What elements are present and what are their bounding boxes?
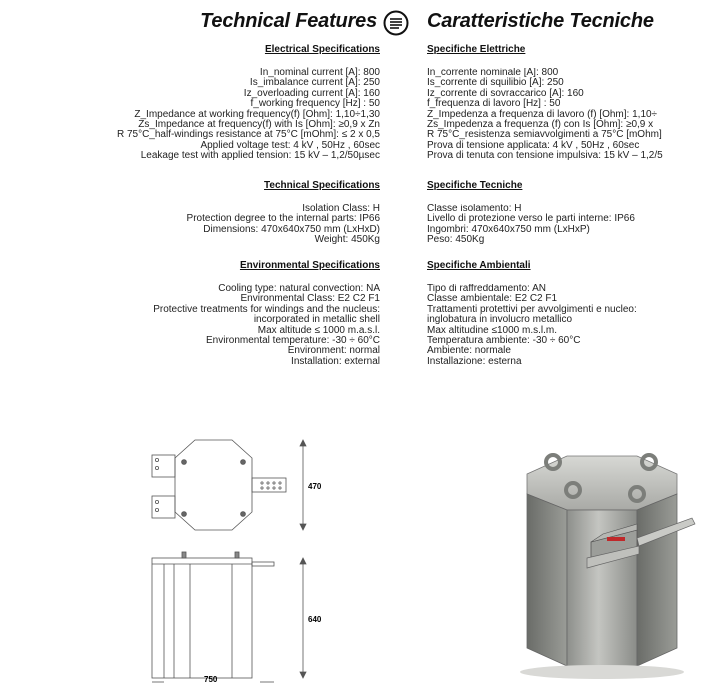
electrical-list-en-line: Iz_overloading current [A]: 160 [243, 87, 380, 99]
technical-list-en [187, 204, 380, 246]
technical-list-it-line: Livello di protezione verso le parti interne: IP66 [427, 213, 635, 225]
technical-list-it-line: Classe isolamento: H [427, 204, 522, 214]
electrical-list-en-line: R 75°C_half-windings resistance at 75°C [mOhm]: ≤ 2 x 0,5 [116, 129, 380, 141]
electrical-list-en-line: Leakage test with applied tension: 15 kV – 1,2/50µsec [140, 150, 380, 162]
electrical-list-it-line: f_frequenza di lavoro [Hz] : 50 [427, 98, 561, 110]
dim-height-label: 640 [308, 615, 322, 624]
environmental-list-it-line: Max altitudine ≤1000 m.s.l.m. [427, 324, 557, 336]
technical-list-en-line: Isolation Class: H [302, 203, 380, 214]
electrical-list-it-line: In_corrente nominale [A]: 800 [427, 68, 559, 78]
electrical-list-en-line: f_working frequency [Hz] : 50 [250, 98, 380, 110]
side-view-outline [152, 558, 252, 678]
technical-list-en-line: Dimensions: 470x640x750 mm (LxHxD) [203, 223, 380, 235]
electrical-list-en-line: Z_Impedance at working frequency(f) [Ohm]: 1,10÷1,30 [134, 108, 380, 120]
environmental-list-it-line: Ambiente: normale [427, 345, 511, 357]
environmental-list-it-line: Installazione: esterna [427, 355, 522, 367]
technical-list-it-line: Peso: 450Kg [427, 234, 485, 246]
environmental-list-en-line: Environmental temperature: -30 ÷ 60°C [205, 334, 380, 346]
environmental-list-en-line: Cooling type: natural convection: NA [218, 283, 380, 294]
top-view-terminal-left [152, 455, 175, 477]
environmental-list-it [427, 284, 707, 367]
title-english: Technical Features [200, 10, 377, 32]
electrical-list-it-line: R 75°C_resistenza semiavvolgimenti a 75°C [mOhm] [427, 129, 662, 141]
environmental-list-en-line: Protective treatments for windings and the nucleus: [153, 303, 380, 315]
title-italian: Caratteristiche Tecniche [427, 10, 654, 32]
electrical-list-it-line: Prova di tenuta con tensione impulsiva: 15 kV – 1,2/5 [427, 150, 663, 162]
electrical-list-it [427, 68, 707, 162]
technical-drawing [140, 438, 340, 684]
environmental-list-en-line: Environmental Class: E2 C2 F1 [240, 293, 380, 305]
technical-list-it-line: Ingombri: 470x640x750 mm (LxHxP) [427, 223, 590, 235]
environmental-list-it-line: Tipo di raffreddamento: AN [427, 284, 546, 294]
heading-environmental-it: Specifiche Ambientali [427, 260, 531, 271]
technical-list-en-line: Protection degree to the internal parts: IP66 [186, 213, 380, 225]
electrical-list-it-line: Z_Impedenza a frequenza di lavoro (f) [Ohm]: 1,10÷ [427, 108, 658, 120]
heading-technical-it: Specifiche Tecniche [427, 180, 523, 191]
heading-electrical-it: Specifiche Elettriche [427, 44, 526, 55]
dim-width-label: 470 [308, 482, 322, 491]
heading-electrical-en: Electrical Specifications [264, 44, 380, 55]
dim-depth-label: 750 [204, 675, 218, 684]
environmental-list-en-line: Max altitude ≤ 1000 m.a.s.l. [257, 324, 380, 336]
product-photo [487, 434, 705, 684]
environmental-list-en-line: Environment: normal [287, 345, 380, 357]
environmental-list-it-line: Temperatura ambiente: -30 ÷ 60°C [427, 334, 581, 346]
electrical-list-it-line: Prova di tensione applicata: 4 kV , 50Hz , 60sec [427, 139, 640, 151]
top-view-terminal-right [252, 478, 286, 492]
red-label [607, 537, 625, 541]
electrical-list-en [117, 68, 380, 162]
electrical-list-it-line: Zs_Impedenza a frequenza (f) con Is [Ohm]: ≥0,9 x [427, 118, 654, 130]
electrical-list-it-line: Is_corrente di squilibio [A]: 250 [427, 77, 564, 89]
electrical-list-en-line: Applied voltage test: 4 kV , 50Hz , 60sec [200, 139, 380, 151]
heading-technical-en: Technical Specifications [264, 180, 380, 191]
electrical-list-en-line: Is_imbalance current [A]: 250 [249, 77, 380, 89]
environmental-list-en-line: Installation: external [291, 355, 380, 367]
environmental-list-en [153, 284, 380, 367]
environmental-list-it-line: inglobatura in involucro metallico [427, 314, 573, 326]
electrical-list-en-line: Zs_Impedance at frequency(f) with Is [Ohm]: ≥0,9 x Zn [138, 118, 380, 130]
top-view-outline [175, 440, 252, 530]
heading-environmental-en: Environmental Specifications [239, 260, 380, 271]
technical-list-en-line: Weight: 450Kg [314, 234, 380, 246]
electrical-list-it-line: Iz_corrente di sovraccarico [A]: 160 [427, 87, 584, 99]
environmental-list-it-line: Trattamenti protettivi per avvolgimenti e nucleo: [427, 303, 637, 315]
electrical-list-en-line: In_nominal current [A]: 800 [259, 67, 380, 78]
document-lines-icon [383, 10, 409, 36]
top-view-terminal-left-2 [152, 496, 175, 518]
environmental-list-it-line: Classe ambientale: E2 C2 F1 [427, 293, 558, 305]
technical-list-it [427, 204, 707, 246]
environmental-list-en-line: incorporated in metallic shell [253, 314, 380, 326]
